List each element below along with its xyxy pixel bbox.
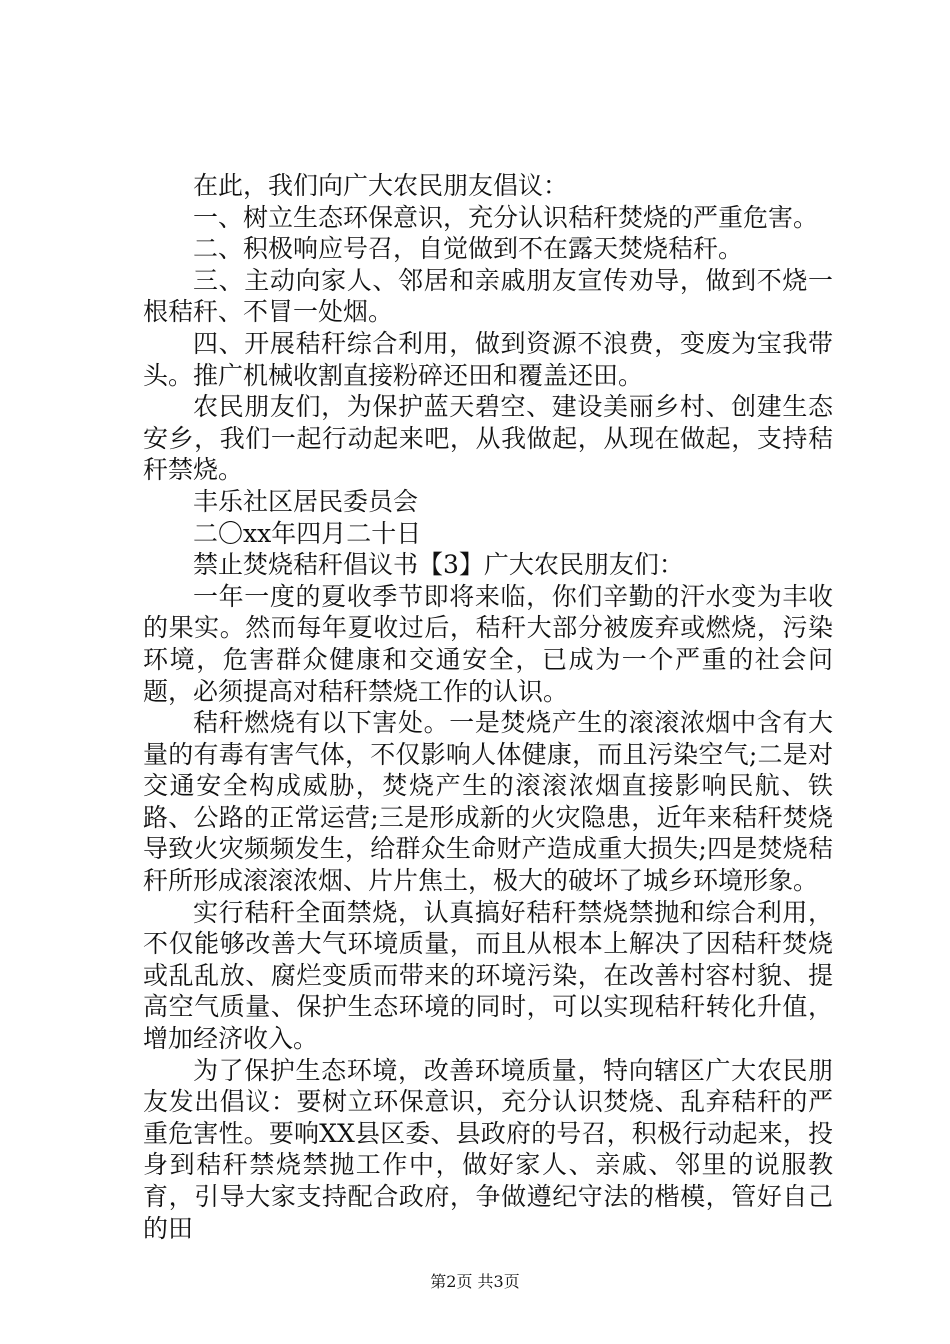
paragraph-proposal-3: 三、主动向家人、邻居和亲戚朋友宣传劝导，做到不烧一根秸秆、不冒一处烟。 — [143, 265, 833, 327]
page-number-footer: 第2页 共3页 — [430, 1272, 520, 1291]
paragraph-proposal-4: 四、开展秸秆综合利用，做到资源不浪费，变废为宝我带头。推广机械收割直接粉碎还田和覆盖还田。 — [143, 328, 833, 390]
paragraph-season: 一年一度的夏收季节即将来临，你们辛勤的汗水变为丰收的果实。然而每年夏收过后，秸秆大部分被废弃或燃烧，污染环境，危害群众健康和交通安全，已成为一个严重的社会问题，必须提高对秸秆禁烧工作的认识。 — [143, 581, 833, 706]
section-heading: 禁止焚烧秸秆倡议书【3】广大农民朋友们： — [193, 550, 684, 580]
document-body — [143, 170, 833, 1244]
paragraph-benefits: 实行秸秆全面禁烧，认真搞好秸秆禁烧禁抛和综合利用，不仅能够改善大气环境质量，而且从根本上解决了因秸秆焚烧或乱乱放、腐烂变质而带来的环境污染，在改善村容村貌、提高空气质量、保护生态环境的同时，可以实现秸秆转化升值，增加经济收入。 — [143, 897, 833, 1054]
signature-date: 二〇xx年四月二十日 — [193, 518, 422, 548]
signature-organization: 丰乐社区居民委员会 — [193, 486, 419, 516]
paragraph-intro: 在此，我们向广大农民朋友倡议： — [193, 171, 569, 200]
paragraph-appeal: 农民朋友们，为保护蓝天碧空、建设美丽乡村、创建生态安乡，我们一起行动起来吧，从我做起，从现在做起，支持秸秆禁烧。 — [143, 392, 833, 485]
paragraph-call-to-action: 为了保护生态环境，改善环境质量，特向辖区广大农民朋友发出倡议：要树立环保意识，充分认识焚烧、乱弃秸秆的严重危害性。要响XX县区委、县政府的号召，积极行动起来，投身到秸秆禁烧禁抛工作中，做好家人、亲戚、邻里的说服教育，引导大家支持配合政府，争做遵纪守法的楷模，管好自己的田 — [143, 1055, 833, 1243]
paragraph-proposal-2: 二、积极响应号召，自觉做到不在露天焚烧秸秆。 — [193, 234, 744, 264]
paragraph-harms: 秸秆燃烧有以下害处。一是焚烧产生的滚滚浓烟中含有大量的有毒有害气体，不仅影响人体健康，而且污染空气;二是对交通安全构成威胁，焚烧产生的滚滚浓烟直接影响民航、铁路、公路的正常运营;三是形成新的火灾隐患，近年来秸秆焚烧导致火灾频频发生，给群众生命财产造成重大损失;四是焚烧秸秆所形成滚滚浓烟、片片焦土，极大的破坏了城乡环境形象。 — [143, 708, 833, 896]
paragraph-proposal-1: 一、树立生态环保意识，充分认识秸秆焚烧的严重危害。 — [193, 202, 819, 232]
